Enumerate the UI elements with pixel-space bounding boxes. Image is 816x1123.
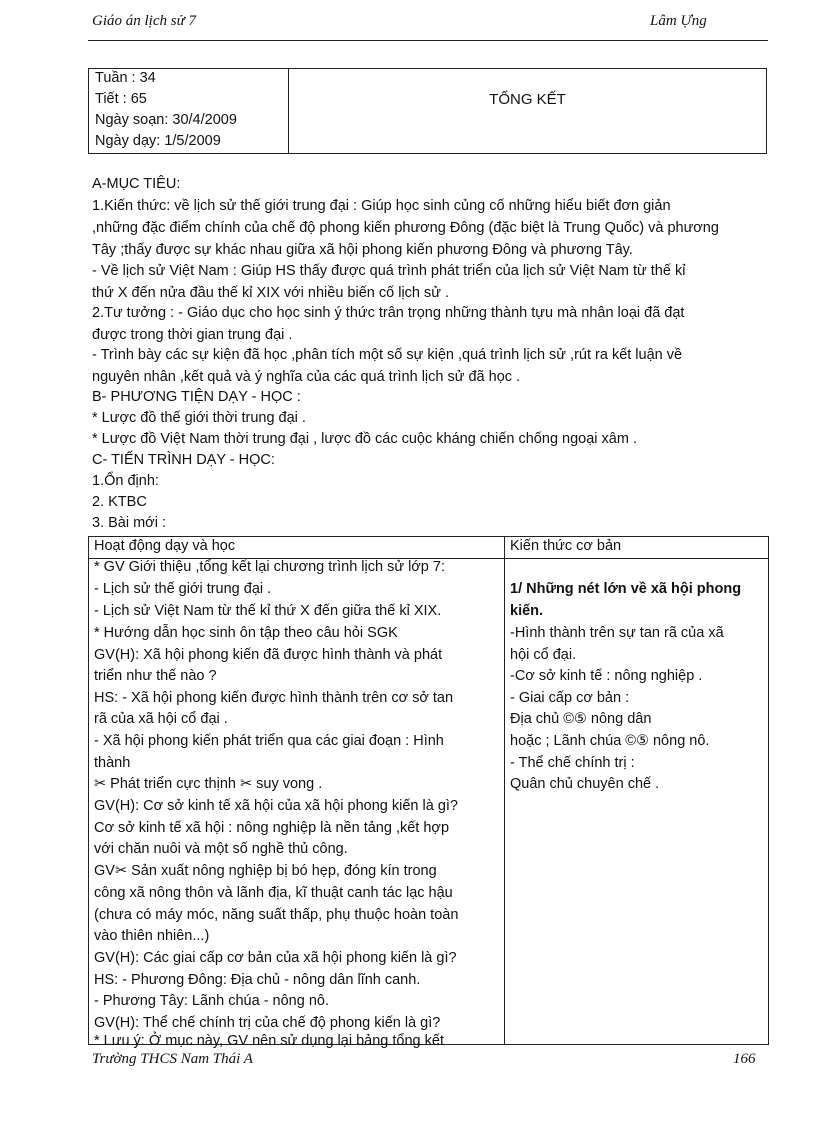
section-b-heading: B- PHƯƠNG TIỆN DẠY - HỌC :	[92, 389, 301, 405]
paragraph-line: 2. KTBC	[92, 494, 147, 510]
activity-line: - Lịch sử Việt Nam từ thế kỉ thứ X đến giữa thế kỉ XIX.	[94, 603, 442, 619]
table-header-cell	[89, 537, 505, 559]
paragraph-line: 2.Tư tưởng : - Giáo dục cho học sinh ý thức trân trọng những thành tựu mà nhân loại đã đạt	[92, 305, 685, 321]
knowledge-line: hội cổ đại.	[510, 647, 577, 663]
activity-line: vào thiên nhiên...)	[94, 928, 210, 944]
activity-line: * Lưu ý: Ở mục này, GV nên sử dụng lại bảng tổng kết	[94, 1033, 444, 1049]
activity-line: GV(H): Thể chế chính trị của chế độ phong kiến là gì?	[94, 1015, 441, 1031]
paragraph-line: ,những đặc điểm chính của chế độ phong kiến phương Đông (đặc biệt là Trung Quốc) và phương	[92, 220, 719, 236]
knowledge-line: - Giai cấp cơ bản :	[510, 690, 630, 706]
knowledge-heading: kiến.	[510, 603, 544, 619]
activity-line: HS: - Phương Đông: Địa chủ - nông dân lĩnh canh.	[94, 972, 421, 988]
paragraph-line: thứ X đến nửa đầu thế kỉ XIX với nhiều biến cố lịch sử .	[92, 285, 450, 301]
paragraph-line: * Lược đồ Việt Nam thời trung đại , lược đồ các cuộc kháng chiến chống ngoại xâm .	[92, 431, 637, 447]
lesson-title: TỔNG KẾT	[489, 91, 566, 108]
activity-line: - Lịch sử thế giới trung đại .	[94, 581, 272, 597]
prep-date-label: Ngày soạn: 30/4/2009	[95, 112, 237, 128]
activity-line: (chưa có máy móc, năng suất thấp, phụ thuộc hoàn toàn	[94, 907, 459, 923]
section-c-heading: C- TIẾN TRÌNH DẠY - HỌC:	[92, 452, 275, 468]
activity-line: GV(H): Các giai cấp cơ bản của xã hội phong kiến là gì?	[94, 950, 457, 966]
knowledge-line: hoặc ; Lãnh chúa ©⑤ nông nô.	[510, 733, 710, 749]
paragraph-line: 1.Kiến thức: về lịch sử thế giới trung đại : Giúp học sinh củng cố những hiểu biết đơn giản	[92, 198, 671, 214]
activity-line: thành	[94, 755, 131, 771]
activity-line: * Hướng dẫn học sinh ôn tập theo câu hỏi SGK	[94, 625, 398, 641]
paragraph-line: được trong thời gian trung đại .	[92, 327, 293, 343]
activity-line: HS: - Xã hội phong kiến được hình thành trên cơ sở tan	[94, 690, 454, 706]
activity-line: triển như thế nào ?	[94, 668, 217, 684]
knowledge-cell	[505, 559, 769, 1045]
knowledge-line: Địa chủ ©⑤ nông dân	[510, 711, 652, 727]
activity-line: rã của xã hội cổ đại .	[94, 711, 228, 727]
section-a-heading: A-MỤC TIÊU:	[92, 176, 181, 192]
footer-page-number: 166	[733, 1051, 756, 1067]
header-subject: Giáo án lịch sử 7	[92, 13, 197, 29]
col2-header: Kiến thức cơ bản	[510, 538, 622, 554]
teach-date-label: Ngày dạy: 1/5/2009	[95, 133, 221, 149]
paragraph-line: 3. Bài mới :	[92, 515, 166, 531]
paragraph-line: 1.Ổn định:	[92, 473, 159, 489]
activity-line: - Xã hội phong kiến phát triển qua các giai đoạn : Hình	[94, 733, 444, 749]
lesson-info-box	[88, 68, 767, 154]
activity-line: GV(H): Xã hội phong kiến đã được hình thành và phát	[94, 647, 443, 663]
activity-line: - Phương Tây: Lãnh chúa - nông nô.	[94, 993, 329, 1009]
col1-header: Hoạt động dạy và học	[94, 538, 236, 554]
knowledge-line: - Thể chế chính trị :	[510, 755, 635, 771]
activity-line: Cơ sở kinh tế xã hội : nông nghiệp là nền tảng ,kết hợp	[94, 820, 450, 836]
paragraph-line: * Lược đồ thế giới thời trung đại .	[92, 410, 306, 426]
knowledge-line: -Hình thành trên sự tan rã của xã	[510, 625, 724, 641]
week-label: Tuần : 34	[95, 70, 156, 86]
info-divider	[288, 69, 289, 153]
activity-line: * GV Giới thiệu ,tổng kết lại chương trình lịch sử lớp 7:	[94, 559, 445, 575]
lesson-table	[88, 536, 769, 1049]
activity-line: ✂ Phát triển cực thịnh ✂ suy vong .	[94, 776, 323, 792]
paragraph-line: Tây ;thấy được sự khác nhau giữa xã hội phong kiến phương Đông và phương Tây.	[92, 242, 633, 258]
activity-line: công xã nông thôn và lãnh địa, kĩ thuật canh tác lạc hậu	[94, 885, 453, 901]
knowledge-line: -Cơ sở kinh tế : nông nghiệp .	[510, 668, 703, 684]
activity-line: GV✂ Sản xuất nông nghiệp bị bó hẹp, đóng kín trong	[94, 863, 437, 879]
header-author: Lâm Ựng	[650, 13, 707, 29]
table-header-cell	[505, 537, 769, 559]
knowledge-heading: 1/ Những nét lớn về xã hội phong	[510, 581, 742, 597]
header-rule	[88, 40, 768, 41]
footer-school: Trường THCS Nam Thái A	[92, 1051, 253, 1067]
activity-line: với chăn nuôi và một số nghề thủ công.	[94, 841, 348, 857]
activity-cell	[89, 559, 505, 1049]
activity-line: GV(H): Cơ sở kinh tế xã hội của xã hội phong kiến là gì?	[94, 798, 458, 814]
paragraph-line: nguyên nhân ,kết quả và ý nghĩa của các quá trình lịch sử đã học .	[92, 369, 521, 385]
knowledge-line: Quân chủ chuyên chế .	[510, 776, 660, 792]
paragraph-line: - Trình bày các sự kiện đã học ,phân tích một số sự kiện ,quá trình lịch sử ,rút ra kết luận về	[92, 347, 683, 363]
paragraph-line: - Về lịch sử Việt Nam : Giúp HS thấy được quá trình phát triển của lịch sử Việt Nam từ thế kỉ	[92, 263, 686, 279]
lesson-label: Tiết : 65	[95, 91, 147, 107]
